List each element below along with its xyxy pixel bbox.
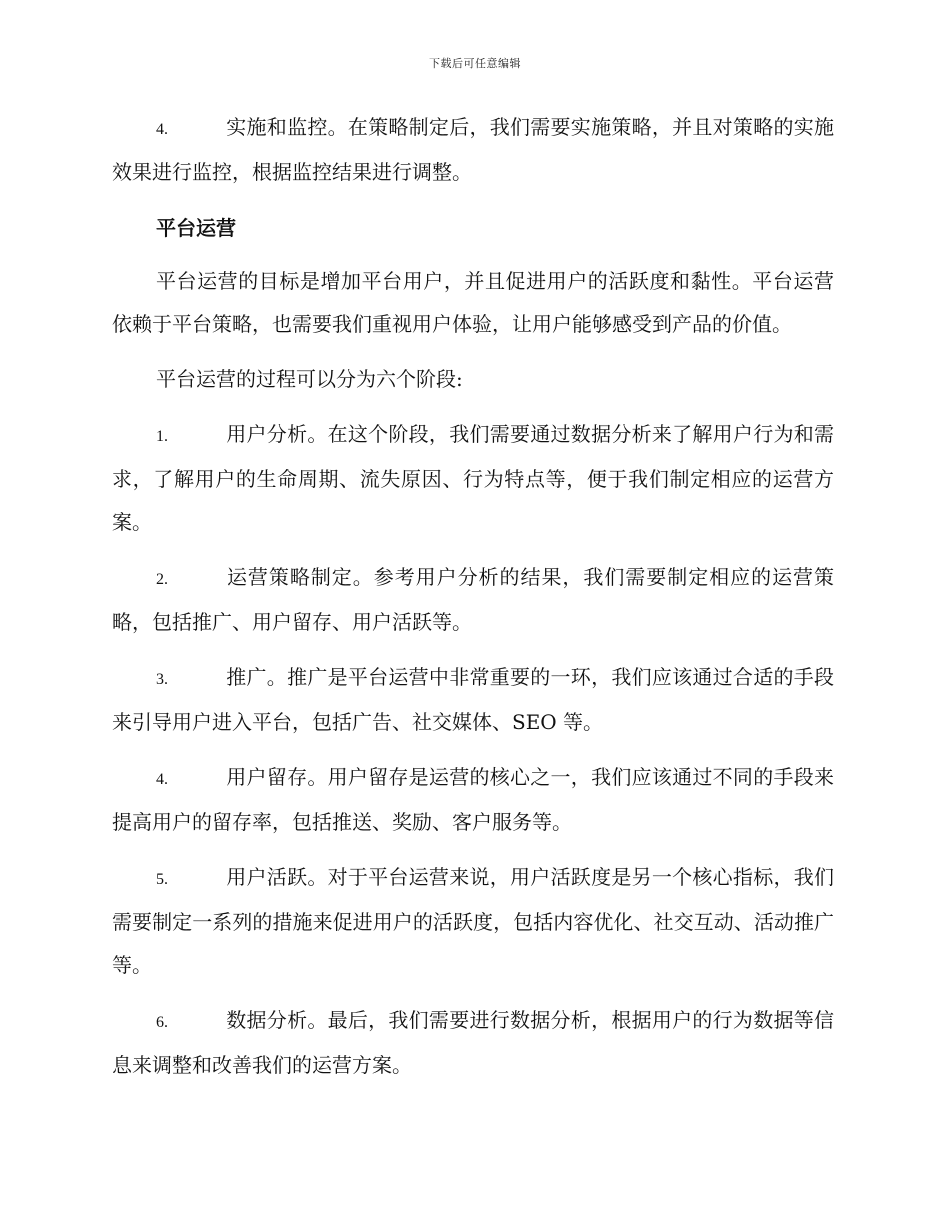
list-number: 4. xyxy=(156,121,168,138)
section-title: 平台运营 xyxy=(156,216,236,240)
list-item-stage-1 xyxy=(112,413,834,544)
document-body xyxy=(112,106,834,1099)
list-text: 用户活跃。对于平台运营来说，用户活跃度是另一个核心指标，我们需要制定一系列的措施来促进用户的活跃度，包括内容优化、社交互动、活动推广等。 xyxy=(112,865,834,977)
list-text: 推广。推广是平台运营中非常重要的一环，我们应该通过合适的手段来引导用户进入平台，包括广告、社交媒体、SEO 等。 xyxy=(112,665,834,734)
list-number: 4. xyxy=(156,771,168,788)
list-item-stage-2 xyxy=(112,556,834,644)
list-text: 用户留存。用户留存是运营的核心之一，我们应该通过不同的手段来提高用户的留存率，包括推送、奖励、客户服务等。 xyxy=(112,765,834,834)
list-text: 实施和监控。在策略制定后，我们需要实施策略，并且对策略的实施效果进行监控，根据监控结果进行调整。 xyxy=(112,115,834,184)
intro-paragraph: 平台运营的目标是增加平台用户，并且促进用户的活跃度和黏性。平台运营依赖于平台策略，也需要我们重视用户体验，让用户能够感受到产品的价值。 xyxy=(112,269,834,336)
list-number: 3. xyxy=(156,671,168,688)
list-number: 2. xyxy=(156,571,168,588)
list-item-stage-6 xyxy=(112,999,834,1087)
list-number: 1. xyxy=(156,428,168,445)
list-item-stage-3 xyxy=(112,656,834,744)
list-number: 6. xyxy=(156,1014,168,1031)
list-text: 运营策略制定。参考用户分析的结果，我们需要制定相应的运营策略，包括推广、用户留存、用户活跃等。 xyxy=(112,565,834,634)
list-item-implement-monitor xyxy=(112,106,834,194)
list-item-stage-4 xyxy=(112,756,834,844)
list-text: 用户分析。在这个阶段，我们需要通过数据分析来了解用户行为和需求，了解用户的生命周期、流失原因、行为特点等，便于我们制定相应的运营方案。 xyxy=(112,422,834,534)
list-item-stage-5 xyxy=(112,856,834,987)
stages-intro: 平台运营的过程可以分为六个阶段: xyxy=(156,367,463,391)
list-text: 数据分析。最后，我们需要进行数据分析，根据用户的行为数据等信息来调整和改善我们的运营方案。 xyxy=(112,1008,834,1077)
header-note: 下载后可任意编辑 xyxy=(429,57,521,70)
list-number: 5. xyxy=(156,871,168,888)
